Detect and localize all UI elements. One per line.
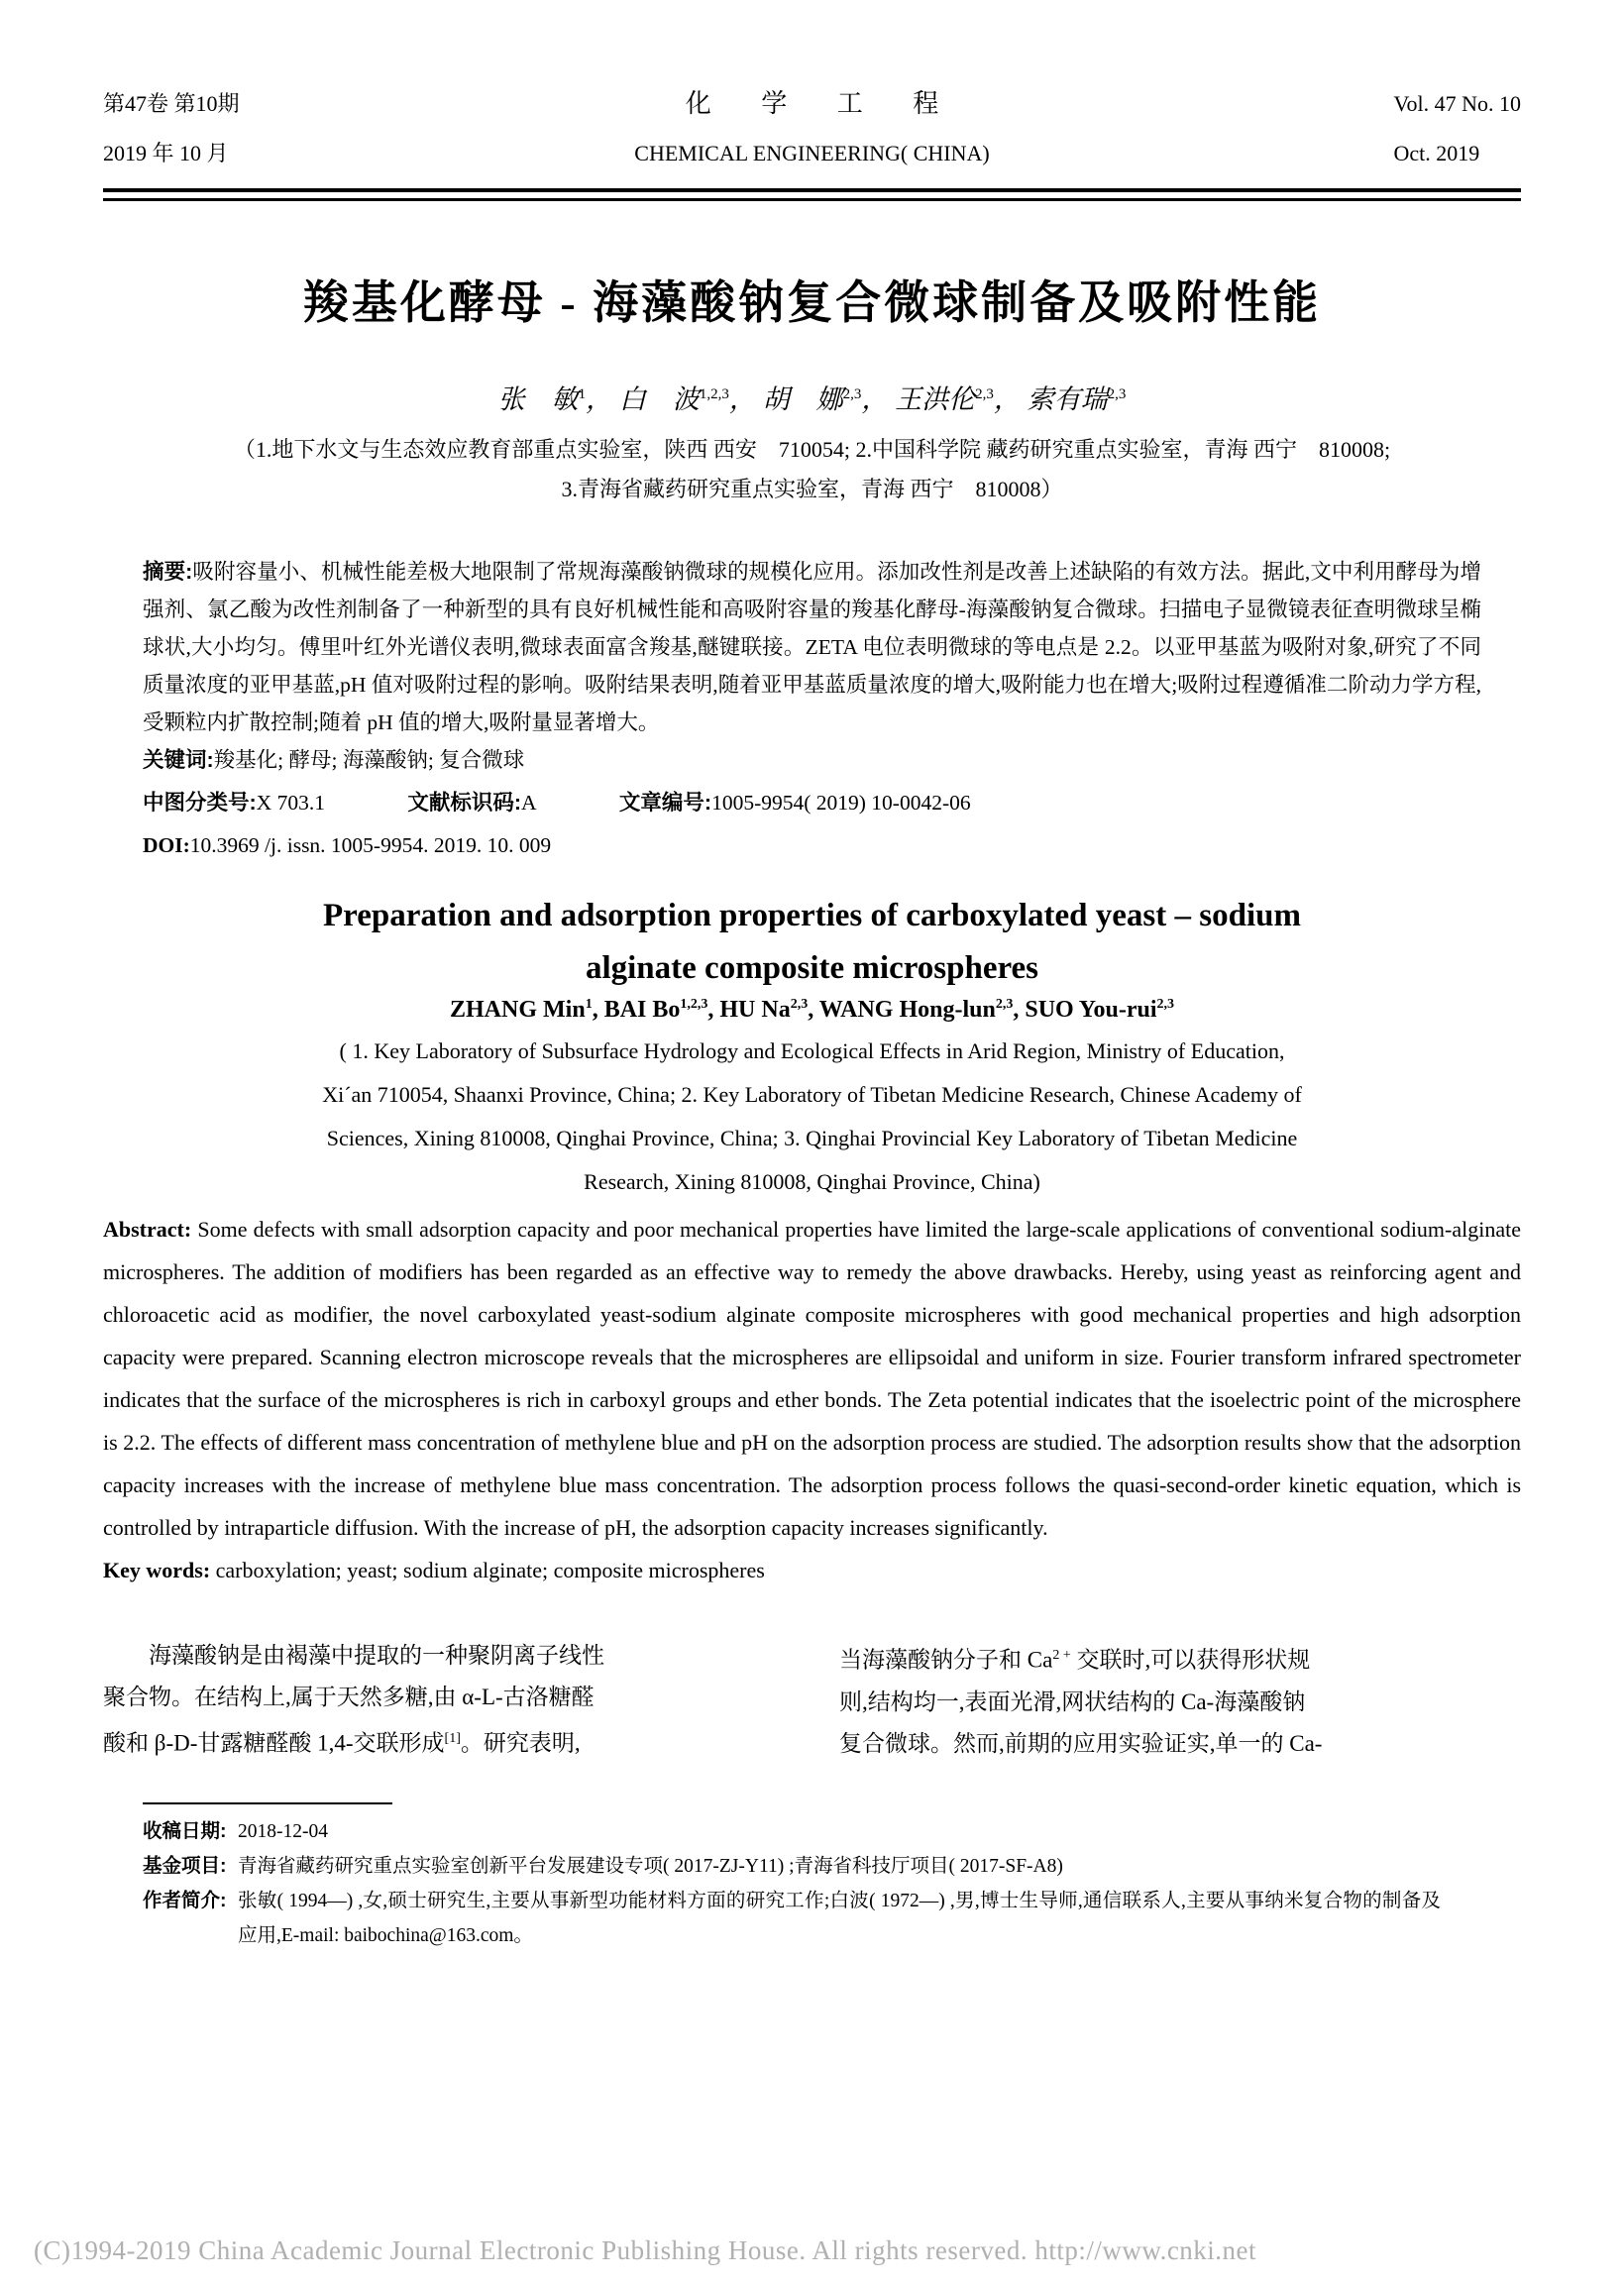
author-name-en: WANG Hong-lun$^{2,3}$, <box>818 997 1026 1023</box>
doi-value: 10.3969 /j. issn. 1005-9954. 2019. 10. 009 <box>189 833 552 857</box>
keywords-cn-text: 羧基化; 酵母; 海藻酸钠; 复合微球 <box>213 748 525 772</box>
affiliation-line-en: Xi´an 710054, Shaanxi Province, China; 2. Key Laboratory of Tibetan Medicine Research, Chinese Academy of <box>322 1082 1302 1107</box>
body-line: 酸和 β-D-甘露糖醛酸 1,4-交联形成[1]。研究表明, <box>103 1730 581 1756</box>
author-affil-sup: 2,3 <box>1107 386 1127 402</box>
author-name: 白 波$^{1,2,3}$， <box>618 384 756 414</box>
copyright-notice: (C)1994-2019 China Academic Journal Electronic Publishing House. All rights reserved. http://www.cnki.net <box>34 2235 1257 2265</box>
affiliation-line-en: ( 1. Key Laboratory of Subsurface Hydrology and Ecological Effects in Arid Region, Ministry of Education, <box>339 1038 1285 1063</box>
affiliation-line-en: Research, Xining 810008, Qinghai Province, China) <box>584 1169 1040 1194</box>
volume-issue-cn: 第47卷 第10期 <box>103 91 240 116</box>
header-center <box>103 79 1521 178</box>
received-date-label: 收稿日期: <box>143 1819 227 1842</box>
author-separator: ， <box>728 384 756 414</box>
body-line: 复合微球。然而,前期的应用实验证实,单一的 Ca- <box>839 1730 1323 1756</box>
author-affil-sup: 2,3 <box>975 386 994 402</box>
author-name-en: ZHANG Min$^1$, <box>450 997 604 1023</box>
affiliation-line: 3.青海省藏药研究重点实验室，青海 西宁 810008） <box>561 477 1063 501</box>
journal-title-cn: 化 学 工 程 <box>685 89 961 118</box>
author-separator: , <box>1013 997 1026 1023</box>
author-separator: ， <box>586 384 613 414</box>
affiliations-en <box>103 1030 1521 1204</box>
body-columns <box>103 1635 1521 1765</box>
article-meta <box>143 784 1481 821</box>
authors-cn <box>103 378 1521 416</box>
affiliations-cn <box>103 430 1521 509</box>
header-rule <box>103 188 1521 201</box>
article-id: 文章编号:1005-9954( 2019) 10-0042-06 <box>618 791 971 815</box>
affiliation-line: （1.地下水文与生态效应教育部重点实验室，陕西 西安 710054; 2.中国科学院 藏药研究重点实验室，青海 西宁 810008; <box>233 437 1391 462</box>
author-separator: ， <box>993 384 1021 414</box>
journal-header <box>103 79 1521 178</box>
fund-project-label: 基金项目: <box>143 1854 227 1877</box>
authors-en <box>103 997 1521 1024</box>
author-name: 胡 娜$^{2,3}$， <box>762 384 889 414</box>
issue-date-en: Oct. 2019 <box>1393 141 1480 165</box>
keywords-en-text: carboxylation; yeast; sodium alginate; composite microspheres <box>215 1558 765 1582</box>
author-affil-sup: 1 <box>585 997 593 1012</box>
received-date <box>143 1814 1441 1849</box>
body-column-right <box>839 1635 1521 1765</box>
abstract-en-label: Abstract: <box>103 1217 192 1242</box>
doi-label: DOI: <box>143 833 190 857</box>
author-separator: ， <box>861 384 889 414</box>
body-line: 则,结构均一,表面光滑,网状结构的 Ca-海藻酸钠 <box>839 1688 1306 1714</box>
body-line: 当海藻酸钠分子和 $Ca^{2 +}$ 交联时,可以获得形状规 <box>839 1647 1311 1673</box>
author-affil-sup: 1 <box>578 386 587 402</box>
citation-ref: [1] <box>444 1731 461 1746</box>
body-line: 聚合物。在结构上,属于天然多糖,由 α-L-古洛糖醛 <box>103 1685 595 1709</box>
author-bio-value: 张敏( 1994—) ,女,硕士研究生,主要从事新型功能材料方面的研究工作;白波( 1972—) ,男,博士生导师,通信联系人,主要从事纳米复合物的制备及应用,E-mail: baibochina@163.com。 <box>238 1890 1441 1946</box>
abstract-cn-label: 摘要: <box>143 560 193 584</box>
body-column-left <box>103 1635 785 1765</box>
author-bio-label: 作者简介: <box>143 1889 227 1911</box>
abstract-cn-text: 吸附容量小、机械性能差极大地限制了常规海藻酸钠微球的规模化应用。添加改性剂是改善上述缺陷的有效方法。据此,文中利用酵母为增强剂、氯乙酸为改性剂制备了一种新型的具有良好机械性能和高吸附容量的羧基化酵母-海藻酸钠复合微球。扫描电子显微镜表征查明微球呈椭球状,大小均匀。傅里叶红外光谱仪表明,微球表面富含羧基,醚键联接。ZETA 电位表明微球的等电点是 2.2。以亚甲基蓝为吸附对象,研究了不同质量浓度的亚甲基蓝,pH 值对吸附过程的影响。吸附结果表明,随着亚甲基蓝质量浓度的增大,吸附能力也在增大;吸附过程遵循准二阶动力学方程,受颗粒内扩散控制;随着 pH 值的增大,吸附量显著增大。 <box>143 560 1481 734</box>
keywords-cn <box>143 741 1481 779</box>
author-name-en: HU Na$^{2,3}$, <box>719 997 819 1023</box>
abstract-cn-block <box>103 553 1521 864</box>
fund-project <box>143 1849 1441 1884</box>
received-date-value: 2018-12-04 <box>238 1820 328 1842</box>
fund-project-value: 青海省藏药研究重点实验室创新平台发展建设专项( 2017-ZJ-Y11) ;青海省科技厅项目( 2017-SF-A8) <box>238 1855 1063 1877</box>
affiliation-line-en: Sciences, Xining 810008, Qinghai Province, China; 3. Qinghai Provincial Key Laboratory of Tibetan Medicine <box>326 1126 1298 1150</box>
abstract-en-text: Some defects with small adsorption capacity and poor mechanical properties have limited the large-scale applications of conventional sodium-alginate microspheres. The addition of modifiers has been regarded as an effective way to remedy the above drawbacks. Hereby, using yeast as reinforcing agent and chloroacetic acid as modifier, the novel carboxylated yeast-sodium alginate composite microspheres with good mechanical properties and high adsorption capacity were prepared. Scanning electron microscope reveals that the microspheres are ellipsoidal and uniform in size. Fourier transform infrared spectrometer indicates that the surface of the microspheres is rich in carboxyl groups and ether bonds. The Zeta potential indicates that the isoelectric point of the microsphere is 2.2. The effects of different mass concentration of methylene blue and pH on the adsorption process are studied. The adsorption results show that the adsorption capacity increases with the increase of methylene blue mass concentration. The adsorption process follows the quasi-second-order kinetic equation, which is controlled by intraparticle diffusion. With the increase of pH, the adsorption capacity increases significantly. <box>103 1217 1522 1540</box>
author-separator: , <box>707 997 720 1023</box>
abstract-en <box>103 1208 1521 1549</box>
article-title-cn: 羧基化酵母 - 海藻酸钠复合微球制备及吸附性能 <box>302 277 1322 328</box>
body-line: 海藻酸钠是由褐藻中提取的一种聚阴离子线性 <box>149 1643 604 1668</box>
keywords-en <box>103 1549 1521 1591</box>
author-name: 张 敏$^1$， <box>497 384 613 414</box>
author-affil-sup: 2,3 <box>842 386 862 402</box>
author-affil-sup: 1,2,3 <box>680 997 708 1012</box>
article-title-en: Preparation and adsorption properties of carboxylated yeast – sodium alginate composite microspheres <box>323 898 1301 986</box>
clc-number: 中图分类号:X 703.1 <box>143 791 325 815</box>
footnotes <box>143 1814 1441 1953</box>
author-name-en: SUO You-rui$^{2,3}$ <box>1025 997 1174 1023</box>
author-name: 索有瑞$^{2,3}$ <box>1027 384 1127 414</box>
author-bio <box>143 1884 1441 1953</box>
author-name-en: BAI Bo$^{1,2,3}$, <box>603 997 720 1023</box>
keywords-en-label: Key words: <box>103 1558 211 1582</box>
journal-title-en: CHEMICAL ENGINEERING( CHINA) <box>634 141 990 165</box>
author-affil-sup: 2,3 <box>995 997 1014 1012</box>
footnote-rule <box>143 1802 392 1804</box>
document-code: 文献标识码:A <box>407 791 537 815</box>
author-affil-sup: 1,2,3 <box>699 386 729 402</box>
author-affil-sup: 2,3 <box>1156 997 1174 1012</box>
doi-line <box>143 826 1481 864</box>
abstract-cn <box>143 553 1481 741</box>
keywords-cn-label: 关键词: <box>143 748 214 772</box>
volume-issue-en: Vol. 47 No. 10 <box>1393 91 1521 116</box>
author-affil-sup: 2,3 <box>790 997 809 1012</box>
author-name: 王洪伦$^{2,3}$， <box>895 384 1021 414</box>
ion-charge-sup: 2 + <box>1052 1648 1071 1663</box>
author-separator: , <box>808 997 819 1023</box>
issue-date-cn: 2019 年 10 月 <box>103 141 229 165</box>
author-separator: , <box>592 997 604 1023</box>
